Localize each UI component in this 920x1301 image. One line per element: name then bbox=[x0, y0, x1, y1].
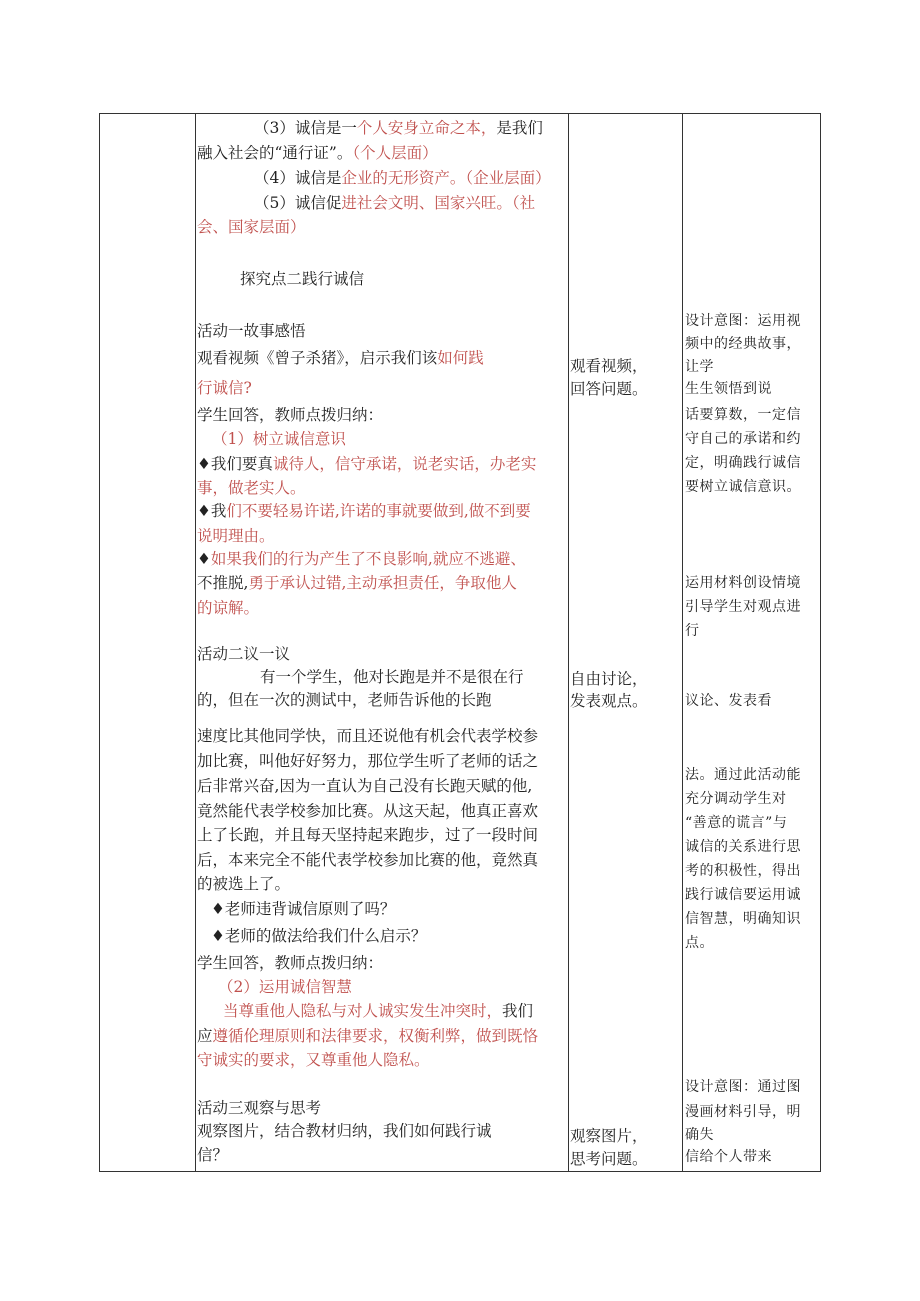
design-text: 确失 bbox=[685, 1127, 714, 1143]
text-line: （3）诚信是一个人安身立命之本，是我们 bbox=[254, 119, 543, 137]
point-heading: （1）树立诚信意识 bbox=[212, 430, 346, 448]
design-text: 守自己的承诺和约 bbox=[685, 431, 801, 447]
design-text: 频中的经典故事， bbox=[685, 336, 801, 352]
text-line: 后非常兴奋,因为一直认为自己没有长跑天赋的他, bbox=[197, 777, 533, 795]
design-text: 法。通过此活动能 bbox=[685, 767, 801, 783]
point-heading: （2）运用诚信智慧 bbox=[218, 978, 352, 996]
design-text: 设计意图：通过图 bbox=[685, 1079, 801, 1095]
text-line: 后，本来完全不能代表学校参加比赛的他，竟然真 bbox=[197, 851, 539, 869]
student-text: 回答问题。 bbox=[570, 380, 648, 398]
design-text: 运用材料创设情境 bbox=[685, 575, 801, 591]
design-text: 让学 bbox=[685, 359, 714, 375]
text-line: 学生回答，教师点拨归纳： bbox=[197, 954, 384, 972]
text-line: 的谅解。 bbox=[197, 599, 260, 617]
text-line: 学生回答，教师点拨归纳： bbox=[197, 406, 384, 424]
question-item: ♦老师的做法给我们什么启示？ bbox=[211, 927, 427, 945]
text-line: 会、国家层面） bbox=[197, 218, 306, 236]
column-divider bbox=[682, 114, 683, 1171]
text-line: 事，做老实人。 bbox=[197, 479, 306, 497]
text-line: 上了长跑，并且每天坚持起来跑步，过了一段时间 bbox=[197, 826, 539, 844]
text-line: 的，但在一次的测试中，老师告诉他的长跑 bbox=[197, 691, 492, 709]
text-line: 不推脱,勇于承认过错,主动承担责任，争取他人 bbox=[197, 574, 517, 592]
student-text: 自由讨论， bbox=[570, 670, 648, 688]
student-text: 观察图片， bbox=[570, 1127, 648, 1145]
text-line: 融入社会的“通行证”。（个人层面） bbox=[197, 144, 438, 162]
text-line: 应遵循伦理原则和法律要求，权衡利弊，做到既恪 bbox=[197, 1027, 539, 1045]
design-text: “善意的谎言”与 bbox=[685, 815, 788, 831]
design-text: 践行诚信要运用诚 bbox=[685, 887, 801, 903]
student-text: 观看视频， bbox=[570, 357, 648, 375]
design-text: 生生领悟到说 bbox=[685, 381, 772, 397]
column-divider bbox=[568, 114, 569, 1171]
text-line: 观看视频《曾子杀猪》，启示我们该如何践 bbox=[197, 349, 484, 367]
column-divider bbox=[195, 114, 196, 1171]
text-line: 竟然能代表学校参加比赛。从这天起，他真正喜欢 bbox=[197, 802, 539, 820]
activity-title: 活动二议一议 bbox=[197, 645, 291, 663]
text-line: （4）诚信是企业的无形资产。（企业层面） bbox=[254, 169, 551, 187]
design-text: 漫画材料引导，明 bbox=[685, 1104, 801, 1120]
design-text: 话要算数，一定信 bbox=[685, 407, 801, 423]
bullet-item: ♦我们要真诚待人，信守承诺，说老实话，办老实 bbox=[197, 455, 537, 473]
text-line: 当尊重他人隐私与对人诚实发生冲突时，我们 bbox=[223, 1002, 534, 1020]
activity-title: 活动一故事感悟 bbox=[197, 322, 306, 340]
design-text: 定，明确践行诚信 bbox=[685, 455, 801, 471]
text-line: 信？ bbox=[197, 1146, 229, 1164]
text-line: 守诚实的要求，又尊重他人隐私。 bbox=[197, 1051, 430, 1069]
design-text: 要树立诚信意识。 bbox=[685, 479, 801, 495]
student-text: 发表观点。 bbox=[570, 692, 648, 710]
design-text: 行 bbox=[685, 623, 700, 639]
design-text: 设计意图：运用视 bbox=[685, 313, 801, 329]
design-text: 议论、发表看 bbox=[685, 693, 772, 709]
text-line: 加比赛，叫他好好努力，那位学生听了老师的话之 bbox=[197, 752, 539, 770]
design-text: 考的积极性，得出 bbox=[685, 863, 801, 879]
text-line: 的被选上了。 bbox=[197, 875, 291, 893]
activity-title: 活动三观察与思考 bbox=[197, 1099, 322, 1117]
text-line: 说明理由。 bbox=[197, 527, 275, 545]
text-line: 观察图片，结合教材归纳，我们如何践行诚 bbox=[197, 1122, 492, 1140]
bullet-item: ♦如果我们的行为产生了不良影响,就应不逃避、 bbox=[197, 550, 526, 568]
text-line: 行诚信? bbox=[197, 379, 252, 397]
student-text: 思考问题。 bbox=[570, 1150, 648, 1168]
text-line: 有一个学生，他对长跑是并不是很在行 bbox=[260, 668, 524, 686]
section-heading: 探究点二践行诚信 bbox=[240, 270, 365, 288]
design-text: 充分调动学生对 bbox=[685, 791, 787, 807]
design-text: 诚信的关系进行思 bbox=[685, 839, 801, 855]
design-text: 信智慧，明确知识 bbox=[685, 911, 801, 927]
design-text: 点。 bbox=[685, 935, 714, 951]
text-line: （5）诚信促进社会文明、国家兴旺。（社 bbox=[254, 194, 536, 212]
design-text: 引导学生对观点进 bbox=[685, 599, 801, 615]
text-line: 速度比其他同学快，而且还说他有机会代表学校参 bbox=[197, 727, 539, 745]
design-text: 信给个人带来 bbox=[685, 1149, 772, 1165]
question-item: ♦老师违背诚信原则了吗？ bbox=[211, 900, 396, 918]
bullet-item: ♦我们不要轻易许诺,许诺的事就要做到,做不到要 bbox=[197, 502, 531, 520]
